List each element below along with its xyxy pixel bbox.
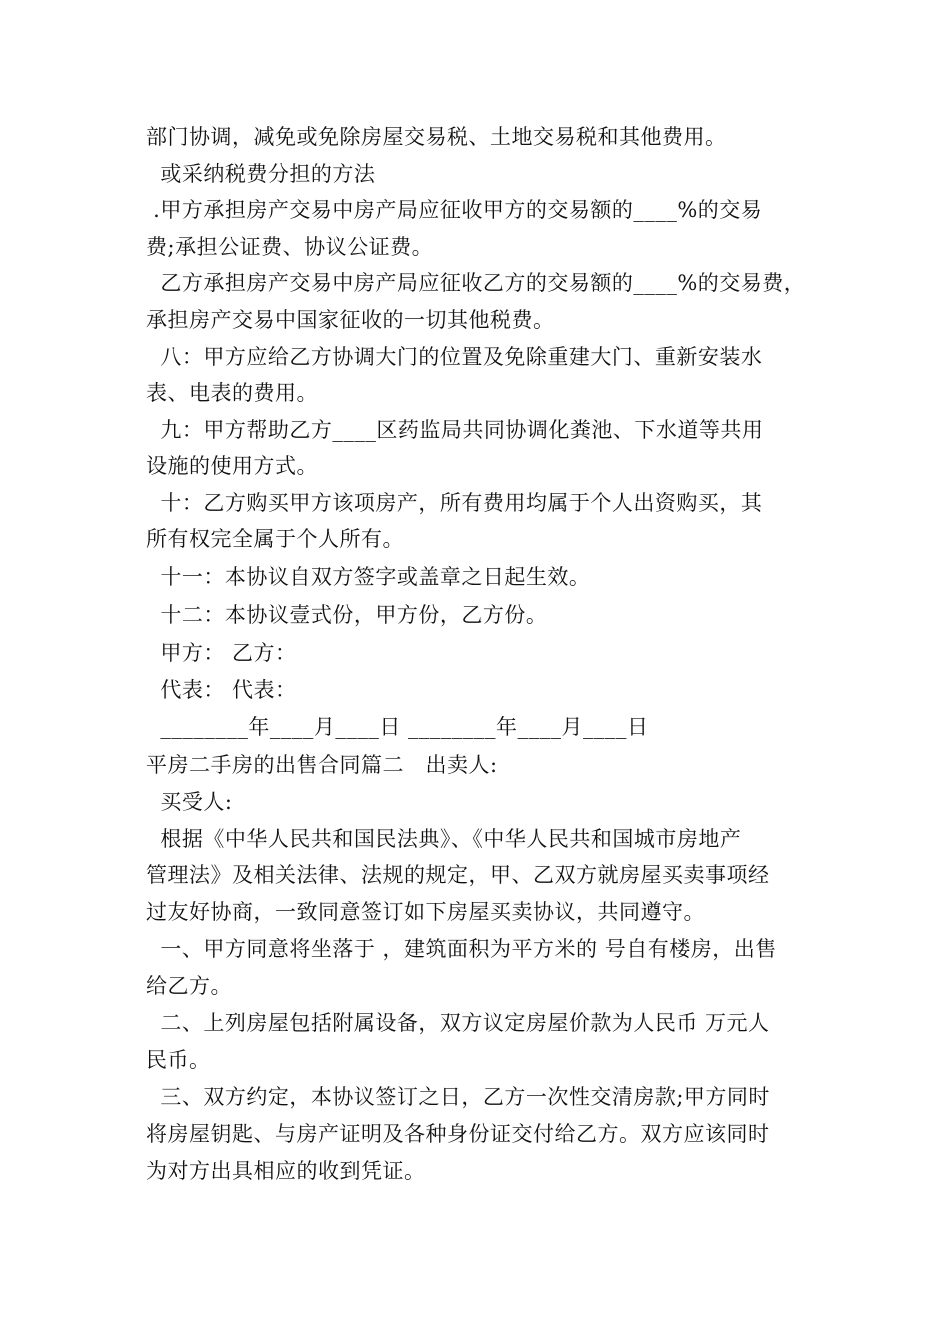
text-line: 承担房产交易中国家征收的一切其他税费。 — [146, 308, 555, 332]
text-line: 管理法》及相关法律、法规的规定，甲、乙双方就房屋买卖事项经 — [146, 863, 770, 887]
text-line: 给乙方。 — [146, 974, 232, 998]
text-line: 一、甲方同意将坐落于 ，建筑面积为平方米的 号自有楼房，出售 — [146, 937, 777, 961]
text-line: 甲方： 乙方： — [146, 641, 297, 665]
text-line: 八：甲方应给乙方协调大门的位置及免除重建大门、重新安装水 — [146, 345, 763, 369]
text-line: 代表： 代表： — [146, 678, 297, 702]
text-line: 将房屋钥匙、与房产证明及各种身份证交付给乙方。双方应该同时 — [146, 1122, 770, 1146]
text-line: 表、电表的费用。 — [146, 381, 318, 405]
text-line: 十：乙方购买甲方该项房产，所有费用均属于个人出资购买，其 — [146, 491, 763, 515]
text-line: ________年____月____日 ________年____月____日 — [146, 715, 649, 739]
text-line: 费;承担公证费、协议公证费。 — [146, 235, 434, 259]
text-line: 所有权完全属于个人所有。 — [146, 527, 404, 551]
section-heading: 平房二手房的出售合同篇二 出卖人: — [146, 753, 498, 777]
text-line: 根据《中华人民共和国民法典》、《中华人民共和国城市房地产 — [146, 827, 742, 851]
text-line: 二、上列房屋包括附属设备，双方议定房屋价款为人民币 万元人 — [146, 1011, 770, 1035]
text-line: 民币。 — [146, 1048, 211, 1072]
text-line: 乙方承担房产交易中房产局应征收乙方的交易额的____%的交易费， — [146, 271, 806, 295]
text-line: 为对方出具相应的收到凭证。 — [146, 1159, 426, 1183]
text-line: 或采纳税费分担的方法 — [146, 162, 376, 186]
text-line: 部门协调，减免或免除房屋交易税、土地交易税和其他费用。 — [146, 125, 727, 149]
text-line: 十一：本协议自双方签字或盖章之日起生效。 — [146, 565, 591, 589]
text-line: .甲方承担房产交易中房产局应征收甲方的交易额的____%的交易 — [146, 198, 763, 222]
text-line: 三、双方约定，本协议签订之日，乙方一次性交清房款;甲方同时 — [146, 1085, 770, 1109]
text-line: 九：甲方帮助乙方____区药监局共同协调化粪池、下水道等共用 — [146, 418, 764, 442]
text-line: 十二：本协议壹式份，甲方份，乙方份。 — [146, 603, 548, 627]
text-line: 设施的使用方式。 — [146, 454, 318, 478]
text-line: 买受人: — [146, 790, 233, 814]
text-line: 过友好协商，一致同意签订如下房屋买卖协议，共同遵守。 — [146, 900, 705, 924]
